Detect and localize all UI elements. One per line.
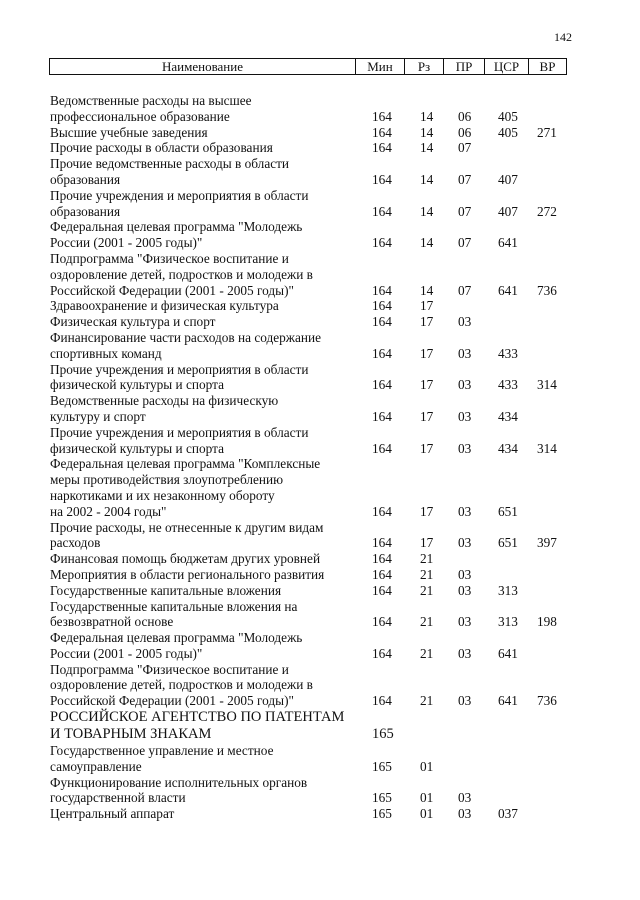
row-name-line: Прочие расходы в области образования — [50, 140, 273, 156]
cell-vr: 314 — [537, 377, 557, 393]
row-name — [50, 775, 350, 807]
table-row — [0, 188, 640, 220]
row-name — [50, 362, 350, 394]
row-name-line: Здравоохранение и физическая культура — [50, 298, 279, 314]
row-name-line: Федеральная целевая программа "Молодежь — [50, 630, 303, 646]
cell-rz: 14 — [420, 124, 434, 140]
cell-min: 164 — [372, 377, 392, 393]
cell-csr: 313 — [498, 582, 518, 598]
cell-csr: 434 — [498, 408, 518, 424]
row-name-line: России (2001 - 2005 годы)" — [50, 235, 203, 251]
cell-min: 164 — [372, 108, 392, 124]
table-row — [0, 456, 640, 519]
cell-vr: 272 — [537, 203, 557, 219]
row-name-line: И ТОВАРНЫМ ЗНАКАМ — [50, 726, 212, 743]
row-name-line: Центральный аппарат — [50, 806, 175, 822]
row-name-line: расходов — [50, 535, 101, 551]
cell-pr: 03 — [458, 645, 472, 661]
cell-min: 164 — [372, 345, 392, 361]
row-name — [50, 567, 350, 583]
cell-min: 164 — [372, 140, 392, 156]
row-name-line: Государственные капитальные вложения на — [50, 598, 298, 614]
cell-min: 164 — [372, 171, 392, 187]
row-name — [50, 520, 350, 552]
row-name-line: Прочие учреждения и мероприятия в области — [50, 424, 309, 440]
cell-pr: 03 — [458, 566, 472, 582]
row-name — [50, 662, 350, 709]
cell-min: 165 — [372, 726, 394, 743]
cell-rz: 21 — [420, 645, 434, 661]
row-name-line: РОССИЙСКОЕ АГЕНТСТВО ПО ПАТЕНТАМ — [50, 709, 345, 726]
row-name-line: образования — [50, 203, 121, 219]
row-name — [50, 456, 350, 519]
row-name-line: Подпрограмма "Физическое воспитание и — [50, 661, 289, 677]
cell-min: 165 — [372, 806, 392, 822]
cell-rz: 21 — [420, 693, 434, 709]
table-row — [0, 314, 640, 330]
cell-rz: 17 — [420, 314, 434, 330]
row-name — [50, 156, 350, 188]
table-row — [0, 362, 640, 394]
row-name-line: Высшие учебные заведения — [50, 124, 208, 140]
cell-min: 165 — [372, 758, 392, 774]
row-name-line: Прочие расходы, не отнесенные к другим видам — [50, 519, 324, 535]
table-row — [0, 425, 640, 457]
cell-csr: 434 — [498, 440, 518, 456]
cell-pr: 03 — [458, 806, 472, 822]
row-name-line: Функционирование исполнительных органов — [50, 774, 308, 790]
cell-pr: 03 — [458, 408, 472, 424]
cell-min: 164 — [372, 124, 392, 140]
cell-min: 165 — [372, 790, 392, 806]
header-name: Наименование — [162, 59, 243, 74]
row-name — [50, 251, 350, 298]
cell-vr: 314 — [537, 440, 557, 456]
cell-csr: 433 — [498, 377, 518, 393]
cell-min: 164 — [372, 535, 392, 551]
table-row — [0, 330, 640, 362]
row-name-line: профессиональное образование — [50, 108, 230, 124]
row-name-line: Российской Федерации (2001 - 2005 годы)" — [50, 282, 294, 298]
table-row — [0, 599, 640, 631]
cell-csr: 641 — [498, 282, 518, 298]
header-vr: ВР — [528, 59, 566, 74]
cell-csr: 641 — [498, 693, 518, 709]
row-name-line: образования — [50, 171, 121, 187]
table-row — [0, 156, 640, 188]
table-header — [49, 58, 567, 75]
cell-pr: 03 — [458, 790, 472, 806]
table-row — [0, 806, 640, 822]
cell-csr: 405 — [498, 124, 518, 140]
cell-vr: 736 — [537, 693, 557, 709]
row-name-line: физической культуры и спорта — [50, 377, 224, 393]
cell-pr: 07 — [458, 235, 472, 251]
cell-pr: 03 — [458, 503, 472, 519]
cell-pr: 06 — [458, 124, 472, 140]
row-name — [50, 330, 350, 362]
row-name-line: оздоровление детей, подростков и молодежи в — [50, 266, 313, 282]
row-name-line: оздоровление детей, подростков и молодежи в — [50, 677, 313, 693]
row-name — [50, 599, 350, 631]
cell-rz: 17 — [420, 377, 434, 393]
table-row — [0, 251, 640, 298]
cell-rz: 01 — [420, 806, 434, 822]
table-row — [0, 567, 640, 583]
row-name — [50, 314, 350, 330]
row-name — [50, 219, 350, 251]
table-row — [0, 298, 640, 314]
row-name — [50, 425, 350, 457]
row-name — [50, 583, 350, 599]
cell-pr: 03 — [458, 582, 472, 598]
row-name-line: Ведомственные расходы на высшее — [50, 93, 252, 108]
cell-rz: 14 — [420, 282, 434, 298]
cell-rz: 17 — [420, 535, 434, 551]
table-row — [0, 662, 640, 709]
cell-vr: 397 — [537, 535, 557, 551]
cell-rz: 21 — [420, 551, 434, 567]
cell-pr: 03 — [458, 693, 472, 709]
header-pr: ПР — [443, 59, 484, 74]
cell-pr: 03 — [458, 345, 472, 361]
cell-pr: 03 — [458, 614, 472, 630]
row-name — [50, 551, 350, 567]
row-name-line: Федеральная целевая программа "Комплексные — [50, 456, 321, 472]
cell-rz: 14 — [420, 171, 434, 187]
row-name — [50, 630, 350, 662]
table-row — [0, 520, 640, 552]
cell-csr: 405 — [498, 108, 518, 124]
cell-pr: 07 — [458, 171, 472, 187]
cell-pr: 07 — [458, 140, 472, 156]
row-name — [50, 806, 350, 822]
cell-csr: 651 — [498, 503, 518, 519]
cell-min: 164 — [372, 503, 392, 519]
cell-rz: 21 — [420, 566, 434, 582]
table-row — [0, 743, 640, 775]
cell-pr: 07 — [458, 203, 472, 219]
row-name-line: государственной власти — [50, 790, 186, 806]
row-name-line: Российской Федерации (2001 - 2005 годы)" — [50, 693, 294, 709]
row-name-line: Финансовая помощь бюджетам других уровней — [50, 551, 321, 567]
cell-rz: 14 — [420, 140, 434, 156]
row-name-line: Государственное управление и местное — [50, 743, 274, 759]
row-name-line: Финансирование части расходов на содержание — [50, 329, 322, 345]
row-name-line: Федеральная целевая программа "Молодежь — [50, 219, 303, 235]
row-name-line: меры противодействия злоупотреблению — [50, 472, 284, 488]
cell-csr: 641 — [498, 235, 518, 251]
cell-pr: 03 — [458, 314, 472, 330]
cell-csr: 407 — [498, 171, 518, 187]
table-row — [0, 775, 640, 807]
cell-rz: 17 — [420, 503, 434, 519]
cell-rz: 21 — [420, 582, 434, 598]
cell-min: 164 — [372, 693, 392, 709]
row-name-line: Ведомственные расходы на физическую — [50, 393, 279, 409]
cell-pr: 03 — [458, 535, 472, 551]
cell-min: 164 — [372, 440, 392, 456]
cell-min: 164 — [372, 566, 392, 582]
table-row — [0, 393, 640, 425]
cell-rz: 17 — [420, 345, 434, 361]
header-csr: ЦСР — [484, 59, 528, 74]
row-name-line: Прочие ведомственные расходы в области — [50, 156, 290, 172]
row-name-line: наркотиками и их незаконному обороту — [50, 487, 275, 503]
table-row — [0, 551, 640, 567]
row-name-line: культуру и спорт — [50, 408, 146, 424]
table-row — [0, 93, 640, 125]
row-name-line: на 2002 - 2004 годы" — [50, 503, 167, 519]
cell-rz: 21 — [420, 614, 434, 630]
cell-min: 164 — [372, 282, 392, 298]
cell-pr: 06 — [458, 108, 472, 124]
cell-pr: 03 — [458, 377, 472, 393]
table-body — [0, 93, 640, 822]
row-name-line: Мероприятия в области регионального развития — [50, 566, 325, 582]
row-name-line: России (2001 - 2005 годы)" — [50, 645, 203, 661]
row-name-line: спортивных команд — [50, 345, 162, 361]
row-name-line: самоуправление — [50, 758, 142, 774]
row-name — [50, 93, 350, 125]
table-row — [0, 125, 640, 141]
cell-csr: 407 — [498, 203, 518, 219]
row-name — [50, 125, 350, 141]
cell-min: 164 — [372, 314, 392, 330]
cell-min: 164 — [372, 645, 392, 661]
cell-min: 164 — [372, 582, 392, 598]
header-min: Мин — [355, 59, 404, 74]
cell-min: 164 — [372, 235, 392, 251]
table-row — [0, 140, 640, 156]
cell-rz: 01 — [420, 758, 434, 774]
row-name — [50, 709, 350, 743]
table-row — [0, 583, 640, 599]
cell-pr: 07 — [458, 282, 472, 298]
cell-rz: 14 — [420, 235, 434, 251]
cell-rz: 17 — [420, 298, 434, 314]
cell-csr: 433 — [498, 345, 518, 361]
row-name-line: Прочие учреждения и мероприятия в области — [50, 187, 309, 203]
cell-vr: 198 — [537, 614, 557, 630]
cell-rz: 14 — [420, 203, 434, 219]
cell-vr: 271 — [537, 124, 557, 140]
cell-min: 164 — [372, 203, 392, 219]
cell-csr: 037 — [498, 806, 518, 822]
cell-min: 164 — [372, 614, 392, 630]
cell-csr: 651 — [498, 535, 518, 551]
table-row — [0, 709, 640, 743]
cell-min: 164 — [372, 551, 392, 567]
row-name — [50, 298, 350, 314]
cell-csr: 641 — [498, 645, 518, 661]
cell-csr: 313 — [498, 614, 518, 630]
cell-vr: 736 — [537, 282, 557, 298]
row-name — [50, 743, 350, 775]
row-name-line: Прочие учреждения и мероприятия в области — [50, 361, 309, 377]
cell-rz: 01 — [420, 790, 434, 806]
row-name-line: Государственные капитальные вложения — [50, 582, 282, 598]
row-name-line: Подпрограмма "Физическое воспитание и — [50, 250, 289, 266]
row-name-line: Физическая культура и спорт — [50, 314, 216, 330]
cell-rz: 17 — [420, 440, 434, 456]
row-name-line: физической культуры и спорта — [50, 440, 224, 456]
header-rz: Рз — [404, 59, 443, 74]
row-name — [50, 188, 350, 220]
cell-rz: 14 — [420, 108, 434, 124]
table-row — [0, 219, 640, 251]
cell-min: 164 — [372, 408, 392, 424]
cell-rz: 17 — [420, 408, 434, 424]
cell-pr: 03 — [458, 440, 472, 456]
page-number: 142 — [554, 30, 572, 44]
table-row — [0, 630, 640, 662]
cell-min: 164 — [372, 298, 392, 314]
row-name — [50, 393, 350, 425]
row-name-line: безвозвратной основе — [50, 614, 174, 630]
row-name — [50, 140, 350, 156]
